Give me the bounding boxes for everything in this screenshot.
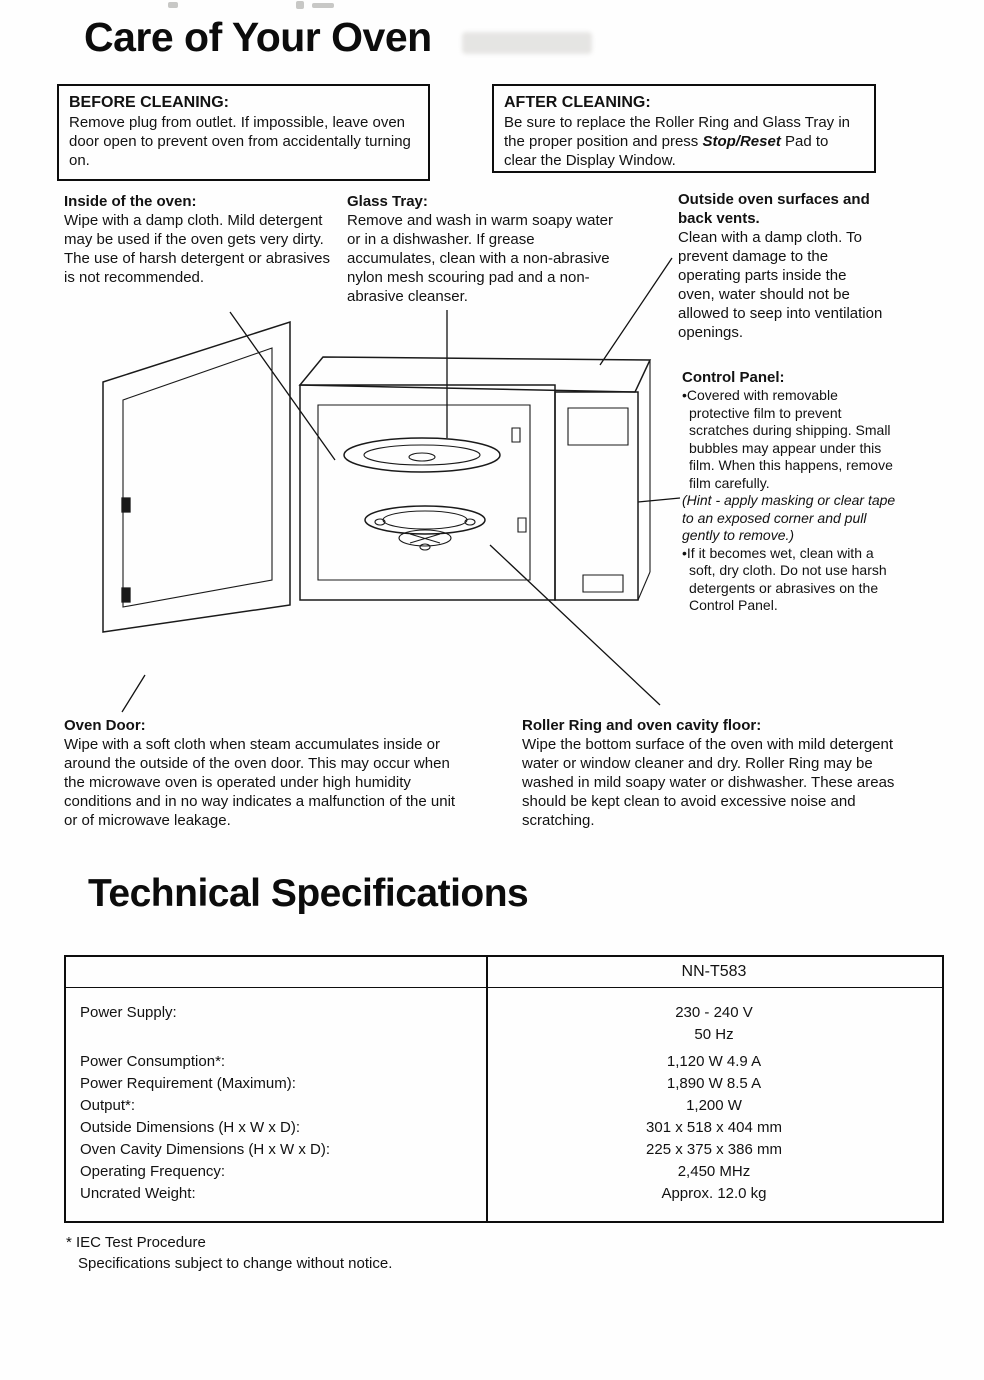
door-latch <box>122 498 130 512</box>
control-panel-heading: Control Panel: <box>682 369 785 386</box>
table-row <box>66 1117 942 1139</box>
scan-artifact <box>312 3 334 8</box>
spec-label: Oven Cavity Dimensions (H x W x D): <box>80 1141 331 1158</box>
spec-value-line: 1,890 W 8.5 A <box>666 1075 762 1092</box>
spec-value-line: 1,120 W 4.9 A <box>666 1053 762 1070</box>
callout-line-oven-door <box>122 675 145 712</box>
control-panel-bullet-1: •Covered with removable protective film to prevent scratches during shipping. Small bubbles may appear under this film. When this happens, remove film carefully. <box>682 387 893 491</box>
microwave-line-drawing <box>60 250 710 720</box>
oven-door-window <box>123 348 272 607</box>
after-cleaning-body <box>504 113 864 170</box>
table-row <box>66 1073 942 1095</box>
spec-value-line: 230 - 240 V <box>675 1004 753 1021</box>
oven-door-body: Wipe with a soft cloth when steam accumulates inside or around the outside of the oven door. This may occur when the microwave oven is operated under high humidity conditions and in no way indicates a malfunction of the unit or of microwave leakage. <box>64 736 456 829</box>
section-roller-ring <box>522 716 914 830</box>
table-column-divider <box>486 957 488 1221</box>
table-row <box>66 1095 942 1117</box>
spec-label: Power Requirement (Maximum): <box>80 1075 296 1092</box>
oven-right-bottom-edge <box>638 572 650 600</box>
footnote <box>66 1232 566 1274</box>
footnote-line-2: Specifications subject to change without notice. <box>78 1255 393 1272</box>
open-button <box>583 575 623 592</box>
specs-title: Technical Specifications <box>88 872 529 915</box>
spec-values <box>486 1073 942 1095</box>
callout-line-control-panel <box>638 498 680 502</box>
glass-tray-heading: Glass Tray: <box>347 193 428 210</box>
before-cleaning-box <box>57 84 430 181</box>
oven-front-frame <box>300 385 555 600</box>
spec-label: Power Consumption*: <box>80 1053 226 1070</box>
spec-values <box>486 1183 942 1205</box>
oven-top-face <box>300 357 650 392</box>
spec-value-line: 2,450 MHz <box>677 1163 751 1180</box>
spec-values <box>486 1117 942 1139</box>
cavity-latch-hole <box>512 428 520 442</box>
glass-tray-rim <box>364 445 480 465</box>
table-row <box>66 1051 942 1073</box>
roller-ring-inner <box>383 511 467 529</box>
spec-values <box>486 1161 942 1183</box>
outside-surfaces-body: Clean with a damp cloth. To prevent damage to the operating parts inside the oven, water should not be allowed to seep into ventilation openings. <box>678 229 883 341</box>
before-cleaning-heading: BEFORE CLEANING: <box>69 94 229 111</box>
callout-line-outside-surfaces <box>600 258 672 365</box>
roller-ring-heading: Roller Ring and oven cavity floor: <box>522 717 762 734</box>
spec-label: Uncrated Weight: <box>80 1185 196 1202</box>
spec-values <box>486 1051 942 1073</box>
callout-line-roller-ring <box>490 545 660 705</box>
after-cleaning-heading: AFTER CLEANING: <box>504 94 651 111</box>
glass-tray-body: Remove and wash in warm soapy water or in a dishwasher. If grease accumulates, clean with a non-abrasive nylon mesh scouring pad and a non-abrasive cleanser. <box>347 212 613 305</box>
table-row <box>66 1002 942 1046</box>
roller-wheel <box>420 544 430 550</box>
section-oven-door <box>64 716 462 830</box>
after-cleaning-text-post: Pad to clear the Display Window. <box>504 133 829 169</box>
scan-artifact <box>168 2 178 8</box>
oven-cavity-opening <box>318 405 530 580</box>
after-cleaning-box <box>492 84 876 173</box>
spec-label: Power Supply: <box>80 1004 177 1021</box>
spec-value-line: 301 x 518 x 404 mm <box>646 1119 782 1136</box>
spec-value-line: 1,200 W <box>686 1097 742 1114</box>
spec-table-body <box>66 988 942 1221</box>
oven-door-heading: Oven Door: <box>64 717 146 734</box>
footnote-line-1: * IEC Test Procedure <box>66 1234 206 1251</box>
display-window <box>568 408 628 445</box>
glass-tray-center <box>409 453 435 461</box>
spec-values <box>486 1002 942 1046</box>
oven-door <box>103 322 290 632</box>
page-title: Care of Your Oven <box>84 14 432 60</box>
control-panel-bullet-2: •If it becomes wet, clean with a soft, dry cloth. Do not use harsh detergents or abrasives on the Control Panel. <box>682 544 887 613</box>
control-panel-hint: (Hint - apply masking or clear tape to an exposed corner and pull gently to remove.) <box>682 492 896 543</box>
after-cleaning-text-pre: Be sure to replace the Roller Ring and Glass Tray in the proper position and press <box>504 114 851 150</box>
table-row <box>66 1139 942 1161</box>
model-number: NN-T583 <box>681 963 747 980</box>
door-latch <box>122 588 130 602</box>
spec-value-line: Approx. 12.0 kg <box>661 1185 767 1202</box>
scan-artifact <box>462 32 592 54</box>
stop-reset-emphasis: Stop/Reset <box>702 133 781 150</box>
spec-value-line: 50 Hz <box>694 1026 734 1043</box>
table-row <box>66 1183 942 1205</box>
spec-value-line: 225 x 375 x 386 mm <box>646 1141 782 1158</box>
before-cleaning-body: Remove plug from outlet. If impossible, leave oven door open to prevent oven from accidentally turning on. <box>69 114 411 169</box>
spec-table <box>64 955 944 1223</box>
spec-label: Outside Dimensions (H x W x D): <box>80 1119 301 1136</box>
scan-artifact <box>296 1 304 9</box>
table-row <box>66 1161 942 1183</box>
cavity-latch-hole <box>518 518 526 532</box>
spec-label: Operating Frequency: <box>80 1163 226 1180</box>
spec-label: Output*: <box>80 1097 136 1114</box>
section-control-panel <box>682 368 896 615</box>
spec-values <box>486 1139 942 1161</box>
inside-oven-heading: Inside of the oven: <box>64 193 197 210</box>
outside-surfaces-heading: Outside oven surfaces and back vents. <box>678 191 870 227</box>
roller-ring-body: Wipe the bottom surface of the oven with mild detergent water or window cleaner and dry. Roller Ring may be washed in mild soapy water or dishwasher. These areas should be kept clean to avoid excessive noise and scratching. <box>522 736 895 829</box>
inside-oven-body: Wipe with a damp cloth. Mild detergent may be used if the oven gets very dirty. The use of harsh detergent or abrasives is not recommended. <box>64 212 330 286</box>
spec-values <box>486 1095 942 1117</box>
table-header-row <box>66 957 942 988</box>
glass-tray <box>344 438 500 472</box>
